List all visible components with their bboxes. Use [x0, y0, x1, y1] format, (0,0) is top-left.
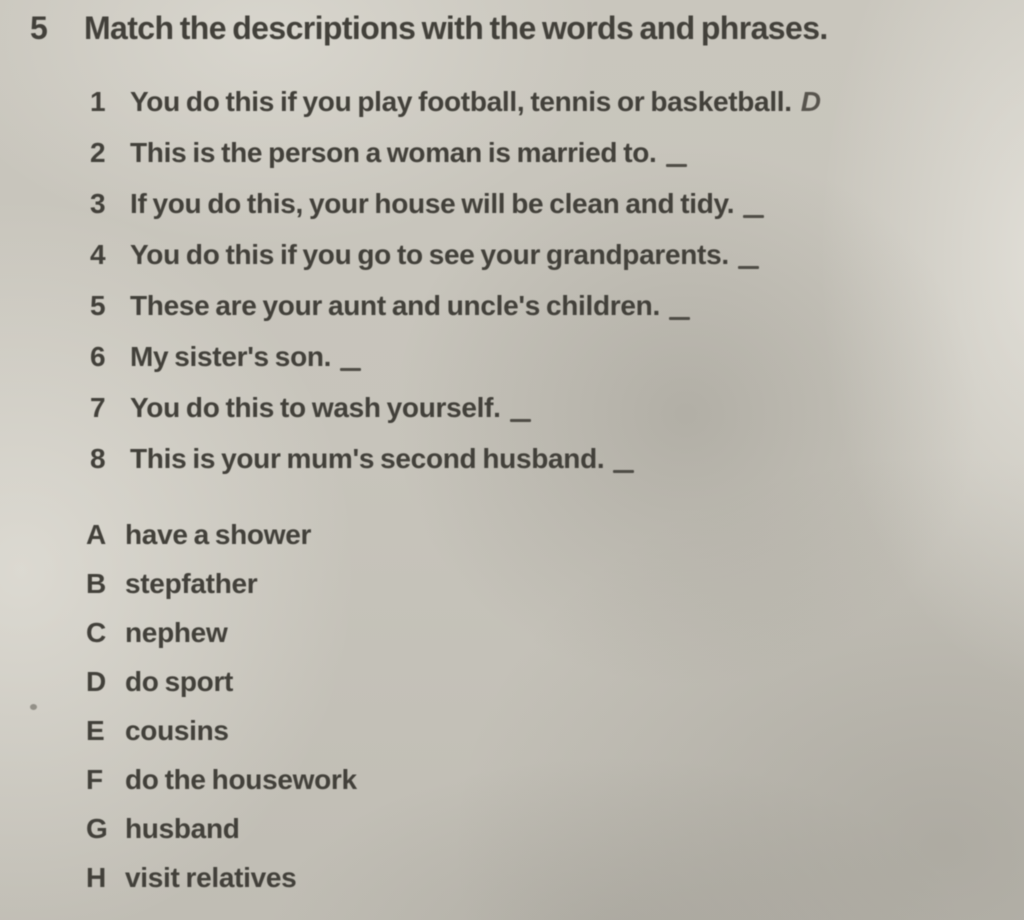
question-text: This is your mum's second husband. — [130, 443, 605, 474]
option-text: do sport — [125, 666, 234, 697]
question-item — [0, 280, 1024, 331]
question-item — [0, 433, 1024, 484]
question-number: 7 — [90, 392, 106, 423]
answer-blank — [613, 470, 634, 474]
option-text: husband — [125, 813, 240, 844]
answer-blank — [666, 164, 687, 168]
option-letter: E — [86, 715, 105, 746]
option-item — [0, 804, 1024, 853]
option-item — [0, 755, 1024, 804]
option-item — [0, 853, 1024, 902]
option-letter: A — [86, 519, 106, 550]
option-letter: F — [86, 764, 103, 795]
option-text: cousins — [125, 715, 229, 746]
question-item — [0, 178, 1024, 229]
question-item — [0, 76, 1024, 127]
option-item — [0, 706, 1024, 755]
question-text: My sister's son. — [130, 341, 332, 372]
question-number: 6 — [90, 341, 106, 372]
option-item — [0, 510, 1024, 559]
question-number: 4 — [90, 239, 106, 270]
paper-speck — [30, 704, 37, 710]
question-item — [0, 331, 1024, 382]
question-text: You do this if you play football, tennis or basketball. — [130, 86, 792, 117]
question-text: You do this if you go to see your grandparents. — [130, 239, 729, 270]
question-number: 8 — [90, 443, 106, 474]
option-letter: D — [86, 666, 106, 697]
question-answer: D — [800, 86, 821, 117]
answer-blank — [340, 368, 361, 372]
question-number: 3 — [90, 188, 106, 219]
option-letter: G — [86, 813, 108, 844]
option-text: visit relatives — [125, 862, 297, 893]
options-list — [0, 510, 1024, 902]
option-item — [0, 657, 1024, 706]
question-number: 5 — [90, 290, 106, 321]
option-text: do the housework — [125, 764, 357, 795]
option-text: have a shower — [125, 519, 312, 550]
exercise-title: Match the descriptions with the words and phrases. — [84, 10, 828, 46]
answer-blank — [510, 419, 531, 423]
option-letter: B — [86, 568, 106, 599]
exercise-number: 5 — [30, 10, 48, 46]
question-item — [0, 229, 1024, 280]
option-text: stepfather — [125, 568, 258, 599]
question-text: This is the person a woman is married to. — [130, 137, 657, 168]
option-letter: H — [86, 862, 106, 893]
option-item — [0, 608, 1024, 657]
question-item — [0, 127, 1024, 178]
option-text: nephew — [125, 617, 228, 648]
question-number: 1 — [90, 86, 106, 117]
option-letter: C — [86, 617, 106, 648]
question-number: 2 — [90, 137, 106, 168]
questions-list — [0, 76, 1024, 484]
answer-blank — [669, 317, 690, 321]
question-text: These are your aunt and uncle's children. — [130, 290, 660, 321]
answer-blank — [738, 266, 759, 270]
question-item — [0, 382, 1024, 433]
question-text: You do this to wash yourself. — [130, 392, 501, 423]
exercise-header — [0, 0, 1024, 46]
answer-blank — [743, 215, 764, 219]
option-item — [0, 559, 1024, 608]
question-text: If you do this, your house will be clean and tidy. — [130, 188, 735, 219]
